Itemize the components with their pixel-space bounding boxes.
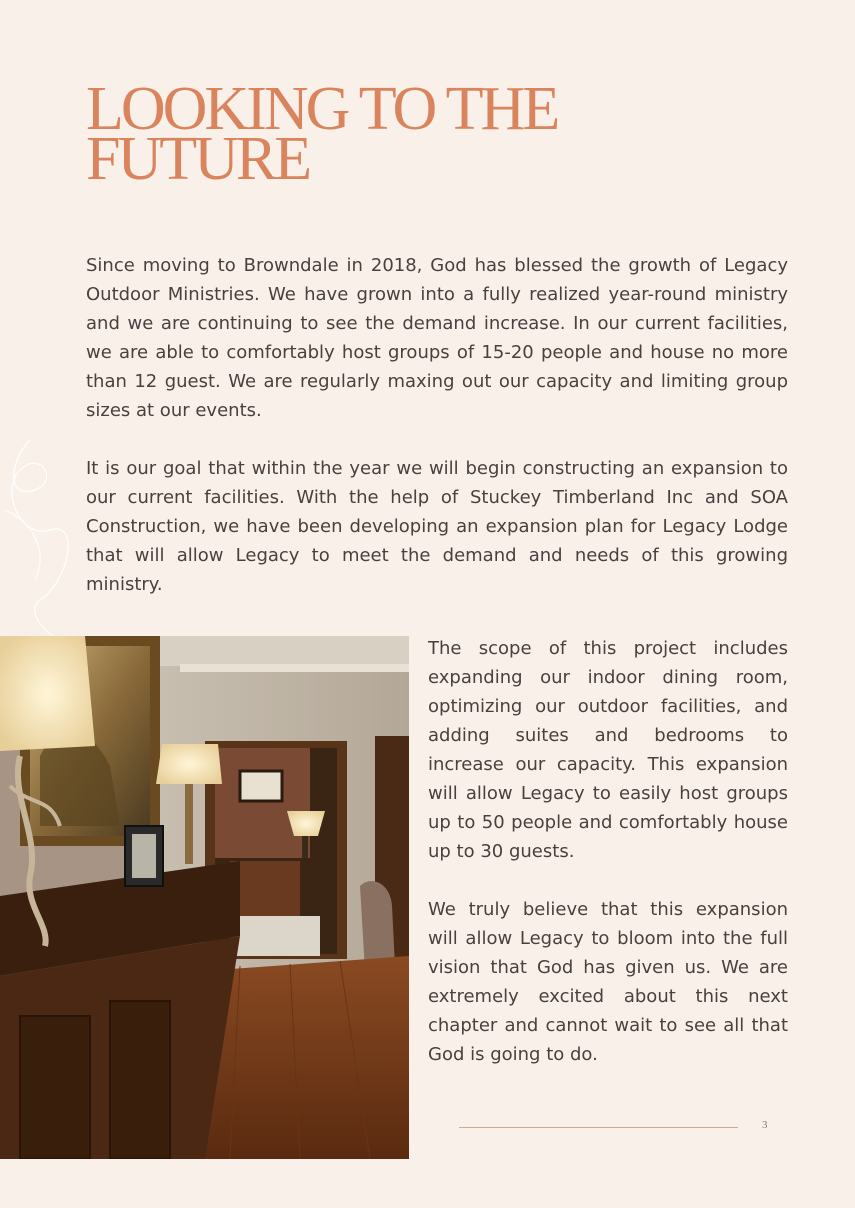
title-line-2: FUTURE <box>86 125 310 193</box>
lodge-interior-photo <box>0 636 409 1159</box>
scope-paragraph: The scope of this project includes expanding our indoor dining room, optimizing our outdoor facilities, and adding suites and bedrooms to increase our capacity. This expansion will allow Legacy to easily host groups up to 50 people and comfortably house up to 30 guests. <box>428 638 788 862</box>
goal-paragraph: It is our goal that within the year we will begin constructing an expansion to our current facilities. With the help of Stuckey Timberland Inc and SOA Construction, we have been developing an expansion plan for Legacy Lodge that will allow Legacy to meet the demand and needs of this growing ministry. <box>86 458 788 595</box>
lodge-interior-illustration <box>0 636 409 1159</box>
page-title <box>86 75 686 193</box>
page-number: 3 <box>762 1119 768 1131</box>
vision-paragraph: We truly believe that this expansion will allow Legacy to bloom into the full vision that God has given us. We are extremely excited about this next chapter and cannot wait to see all that God is going to do. <box>428 899 788 1065</box>
intro-paragraph: Since moving to Browndale in 2018, God has blessed the growth of Legacy Outdoor Ministries. We have grown into a fully realized year-round ministry and we are continuing to see the demand increase. In our current facilities, we are able to comfortably host groups of 15-20 people and house no more than 12 guest. We are regularly maxing out our capacity and limiting group sizes at our events. <box>86 255 788 421</box>
footer-divider <box>459 1127 738 1128</box>
title-line-1: LOOKING TO THE <box>86 75 558 143</box>
